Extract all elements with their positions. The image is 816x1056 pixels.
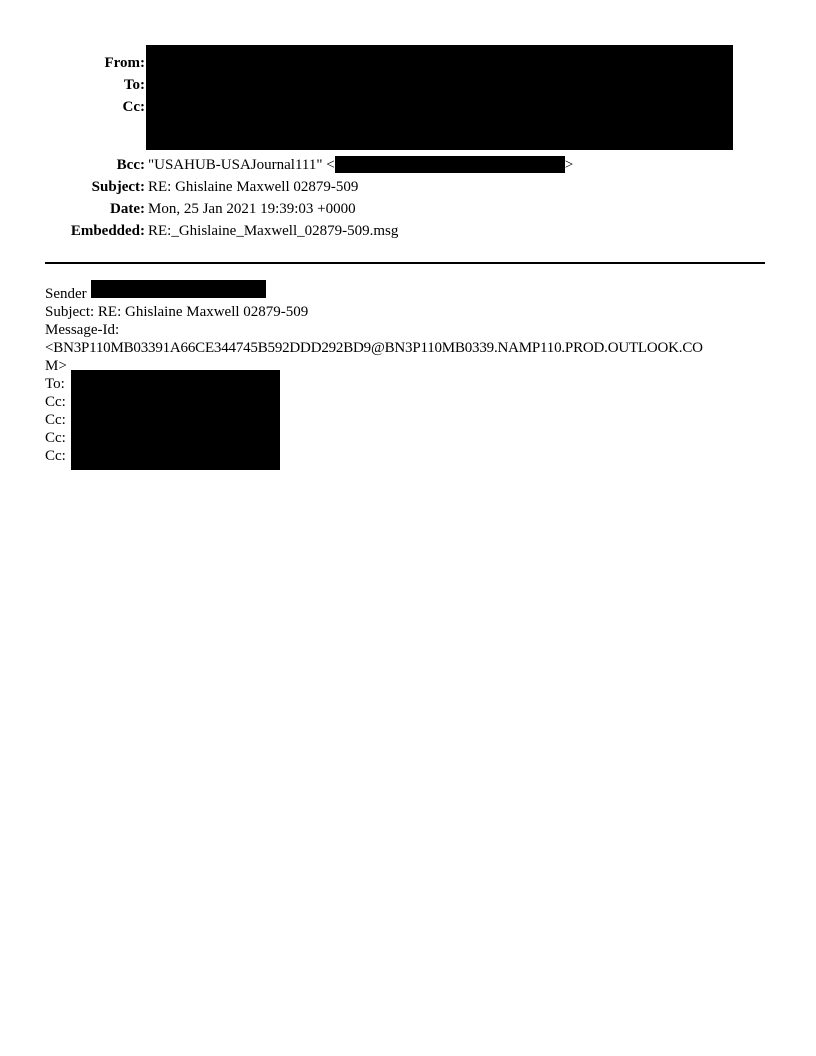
cc-label: Cc: [122,99,145,115]
subject-label: Subject: [91,179,145,195]
embedded-to-label: To: [45,376,65,392]
message-id-line1: <BN3P110MB03391A66CE344745B592DDD292BD9@BN3P110MB0339.NAMP110.PROD.OUTLOOK.CO [45,340,703,356]
redaction-block-header [146,45,733,150]
subject-value: RE: Ghislaine Maxwell 02879-509 [148,179,359,195]
bcc-value [148,156,573,174]
embedded-label: Embedded: [70,223,145,239]
message-id-label: Message-Id: [45,322,120,338]
date-value: Mon, 25 Jan 2021 19:39:03 +0000 [148,201,356,217]
sender-label: Sender [45,286,87,302]
bcc-close: > [564,157,574,173]
date-label: Date: [110,201,145,217]
embedded-cc-label-4: Cc: [45,448,66,464]
embedded-value: RE:_Ghislaine_Maxwell_02879-509.msg [148,223,399,239]
redaction-sender [91,280,266,298]
embedded-cc-label-3: Cc: [45,430,66,446]
message-id-line2: M> [45,358,67,374]
embedded-cc-label-1: Cc: [45,394,66,410]
embedded-subject: Subject: RE: Ghislaine Maxwell 02879-509 [45,304,309,320]
bcc-redacted-address [335,156,565,173]
redaction-recipients [71,370,280,470]
bcc-name: "USAHUB-USAJournal111" < [148,157,335,173]
bcc-label: Bcc: [116,157,145,173]
from-label: From: [104,55,145,71]
header-divider [45,262,765,264]
sender-line [45,285,87,303]
embedded-cc-label-2: Cc: [45,412,66,428]
to-label: To: [123,77,145,93]
